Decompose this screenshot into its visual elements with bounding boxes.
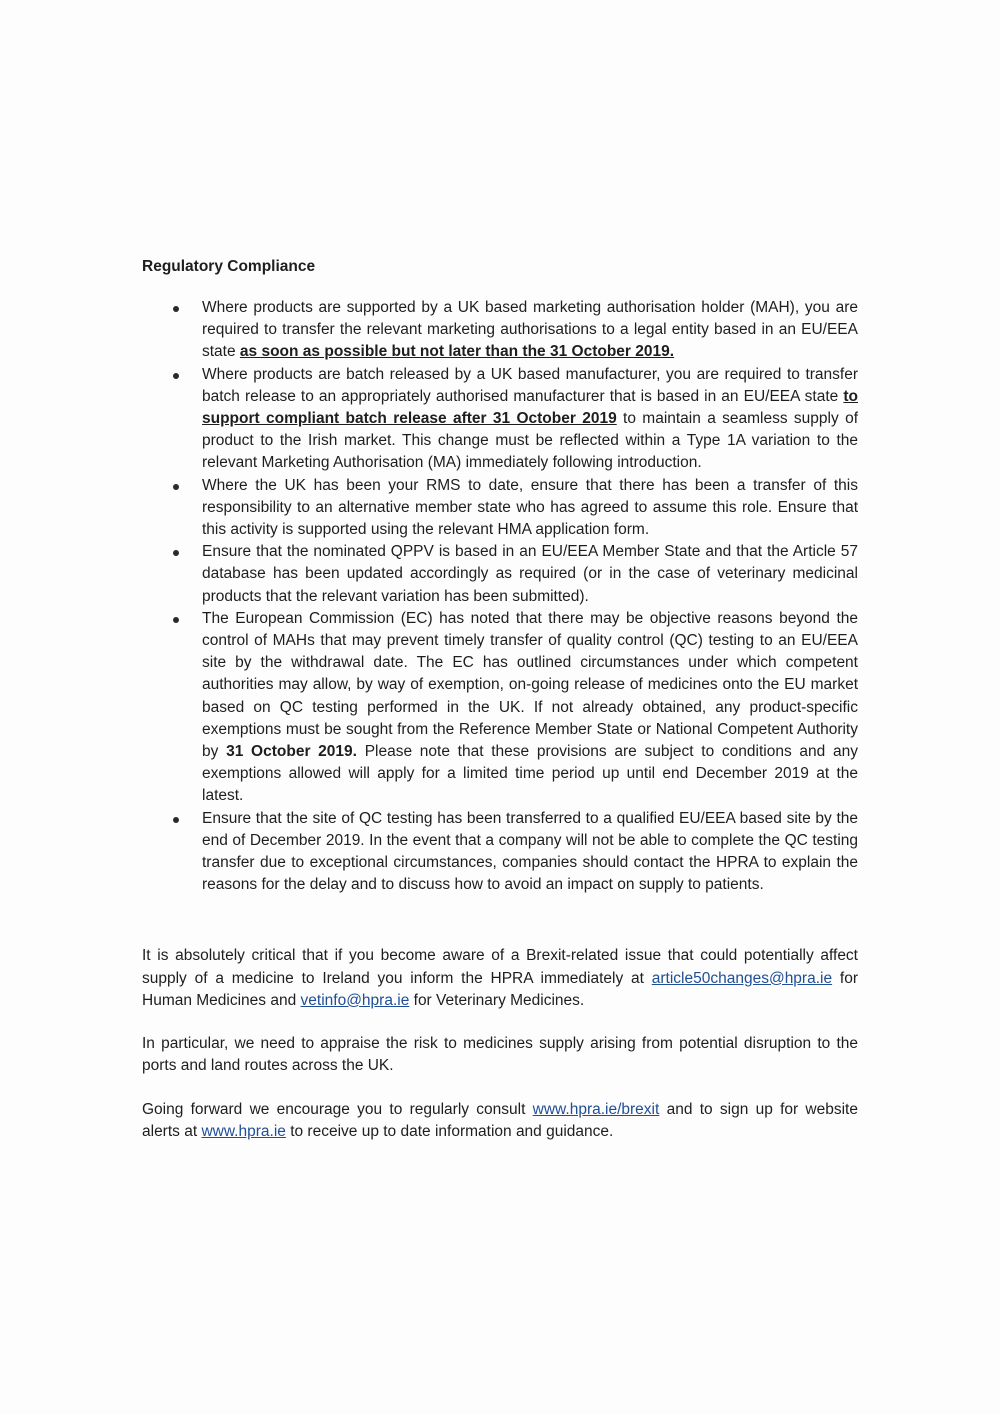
website-link[interactable]: www.hpra.ie: [201, 1122, 286, 1140]
list-item-text: Ensure that the site of QC testing has been transferred to a qualified EU/EEA based site by the end of December 2019. In the event that a company will not be able to complete the QC testing transfer due to exceptional circumstances, companies should contact the HPRA to explain the reasons for the delay and to discuss how to avoid an impact on supply to patients.: [202, 809, 858, 894]
compliance-list: [142, 297, 858, 896]
paragraph-text: and to sign up for website alerts at: [142, 1100, 858, 1140]
list-item-text: The European Commission (EC) has noted that there may be objective reasons beyond the control of MAHs that may prevent timely transfer of quality control (QC) testing to an EU/EEA site by the withdrawal date. The EC has outlined circumstances under which competent authorities may allow, by way of exemption, on-going release of medicines onto the EU market based on QC testing performed in the UK. If not already obtained, any product-specific exemptions must be sought from the Reference Member State or National Competent Authority by: [202, 609, 858, 761]
list-item-text: Where products are supported by a UK based marketing authorisation holder (MAH), you are required to transfer the relevant marketing authorisations to a legal entity based in an EU/EEA state: [202, 299, 858, 361]
section-heading: Regulatory Compliance: [142, 258, 316, 275]
paragraph-text: Going forward we encourage you to regularly consult: [142, 1100, 533, 1118]
list-item-text: Where the UK has been your RMS to date, ensure that there has been a transfer of this responsibility to an alternative member state who has agreed to assume this role. Ensure that this activity is supported using the relevant HMA application form.: [202, 476, 858, 539]
bullet-icon: [173, 550, 179, 556]
brexit-page-link[interactable]: www.hpra.ie/brexit: [532, 1100, 660, 1118]
list-item-text: Please note that these provisions are subject to conditions and any exemptions allowed will apply for a limited time period up until end December 2019 at the latest.: [202, 743, 858, 805]
list-item-text: Where products are batch released by a UK based manufacturer, you are required to transfer batch release to an appropriately authorised manufacturer that is based in an EU/EEA state: [202, 365, 858, 405]
deadline-emphasis: to support compliant batch release after 31 October 2019: [202, 387, 858, 428]
bullet-icon: [173, 617, 179, 623]
list-item-text: Ensure that the nominated QPPV is based in an EU/EEA Member State and that the Article 57 database has been updated accordingly as required (or in the case of veterinary medicinal products that the relevant variation has been submitted).: [202, 543, 858, 605]
document-body: [142, 256, 858, 1143]
email-link-human-medicines[interactable]: article50changes@hpra.ie: [651, 969, 833, 987]
list-item: [142, 808, 858, 897]
paragraph-text: to receive up to date information and guidance.: [285, 1122, 614, 1140]
list-item: [142, 608, 858, 808]
bullet-icon: [173, 373, 179, 379]
deadline-bold: 31 October 2019.: [226, 743, 357, 761]
bullet-icon: [173, 817, 179, 823]
paragraph-going-forward: [142, 1099, 858, 1143]
email-link-veterinary-medicines[interactable]: vetinfo@hpra.ie: [300, 991, 410, 1009]
bullet-icon: [173, 306, 179, 312]
list-item: [142, 297, 858, 364]
list-item-text: to maintain a seamless supply of product to the Irish market. This change must be reflected within a Type 1A variation to the relevant Marketing Authorisation (MA) immediately following introduction.: [202, 410, 858, 472]
paragraph-brexit-issue: [142, 945, 858, 1012]
paragraph-text: for Human Medicines and: [142, 969, 858, 1009]
list-item: [142, 364, 858, 475]
paragraph-supply-risk: In particular, we need to appraise the risk to medicines supply arising from potential disruption to the ports and land routes across the UK.: [142, 1035, 858, 1075]
list-item: [142, 541, 858, 608]
paragraph-text: It is absolutely critical that if you become aware of a Brexit-related issue that could potentially affect supply of a medicine to Ireland you inform the HPRA immediately at: [142, 947, 858, 987]
deadline-emphasis: as soon as possible but not later than the 31 October 2019.: [239, 343, 675, 361]
bullet-icon: [173, 484, 179, 490]
paragraph-text: for Veterinary Medicines.: [409, 991, 585, 1009]
list-item: [142, 475, 858, 542]
